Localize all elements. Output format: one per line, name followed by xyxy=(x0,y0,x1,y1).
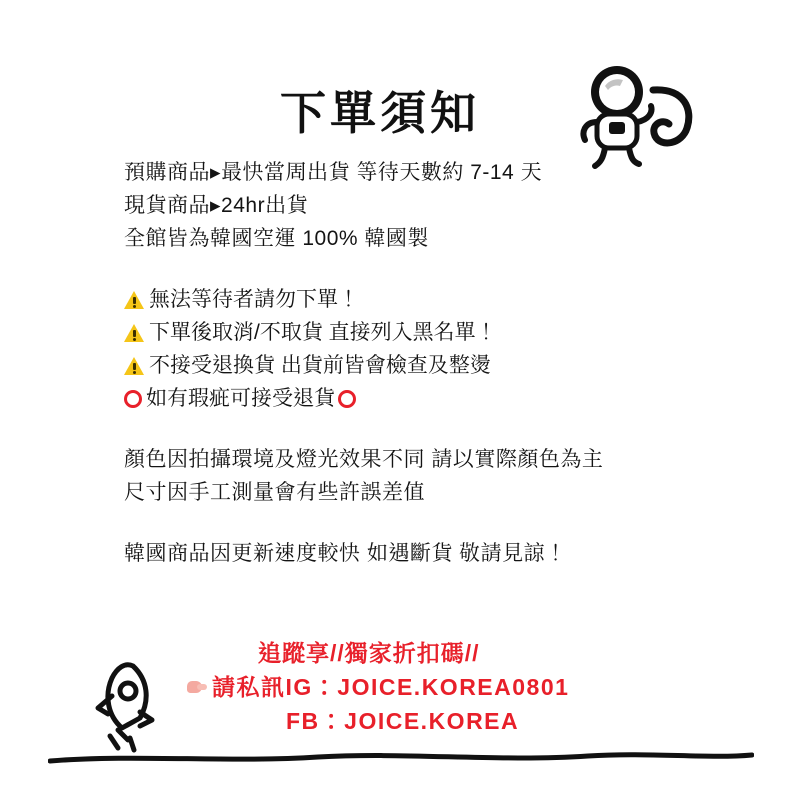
astronaut-icon xyxy=(535,60,700,170)
shipping-line-origin: 全館皆為韓國空運 100% 韓國製 xyxy=(124,227,429,250)
facebook-row[interactable] xyxy=(286,704,745,738)
promo-title: 追蹤享//獨家折扣碼// xyxy=(258,640,480,666)
warning-row-1 xyxy=(124,283,724,316)
warnings-block xyxy=(124,283,724,415)
warning-triangle-icon xyxy=(124,356,145,375)
pointing-hand-icon xyxy=(185,678,207,696)
notes-block xyxy=(124,443,724,509)
spacer xyxy=(124,255,724,283)
spacer xyxy=(124,415,724,443)
instagram-row[interactable] xyxy=(185,670,745,704)
note-line-color: 顏色因拍攝環境及燈光效果不同 請以實際顏色為主 xyxy=(124,448,604,471)
shipping-line-instock: 現貨商品▸24hr出貨 xyxy=(124,194,309,217)
warning-text-2: 下單後取消/不取貨 直接列入黑名單！ xyxy=(149,321,497,344)
warning-text-1: 無法等待者請勿下單！ xyxy=(149,288,359,311)
instagram-handle[interactable]: 請私訊IG：JOICE.KOREA0801 xyxy=(212,674,570,700)
spacer xyxy=(124,509,724,537)
shipping-block xyxy=(124,156,724,255)
red-circle-icon xyxy=(124,390,142,408)
warning-row-3 xyxy=(124,349,724,382)
rocket-icon xyxy=(78,656,173,756)
note-line-size: 尺寸因手工測量會有些許誤差值 xyxy=(124,481,425,504)
bottom-divider xyxy=(48,750,754,766)
facebook-handle[interactable]: FB：JOICE.KOREA xyxy=(286,708,520,734)
notice-content xyxy=(124,156,724,570)
contact-block xyxy=(185,636,745,738)
warning-row-4 xyxy=(124,382,724,415)
warning-triangle-icon xyxy=(124,290,145,309)
warning-triangle-icon xyxy=(124,323,145,342)
red-circle-icon xyxy=(338,390,356,408)
page-title: 下單須知 xyxy=(280,87,480,139)
warning-row-2 xyxy=(124,316,724,349)
stock-note-block xyxy=(124,537,724,570)
warning-text-3: 不接受退換貨 出貨前皆會檢查及整燙 xyxy=(149,354,491,377)
page-header xyxy=(0,42,800,152)
stock-note-line: 韓國商品因更新速度較快 如遇斷貨 敬請見諒！ xyxy=(124,542,567,565)
warning-text-4: 如有瑕疵可接受退貨 xyxy=(146,387,335,410)
contact-footer xyxy=(0,636,800,766)
shipping-line-preorder: 預購商品▸最快當周出貨 等待天數約 7-14 天 xyxy=(124,161,543,184)
